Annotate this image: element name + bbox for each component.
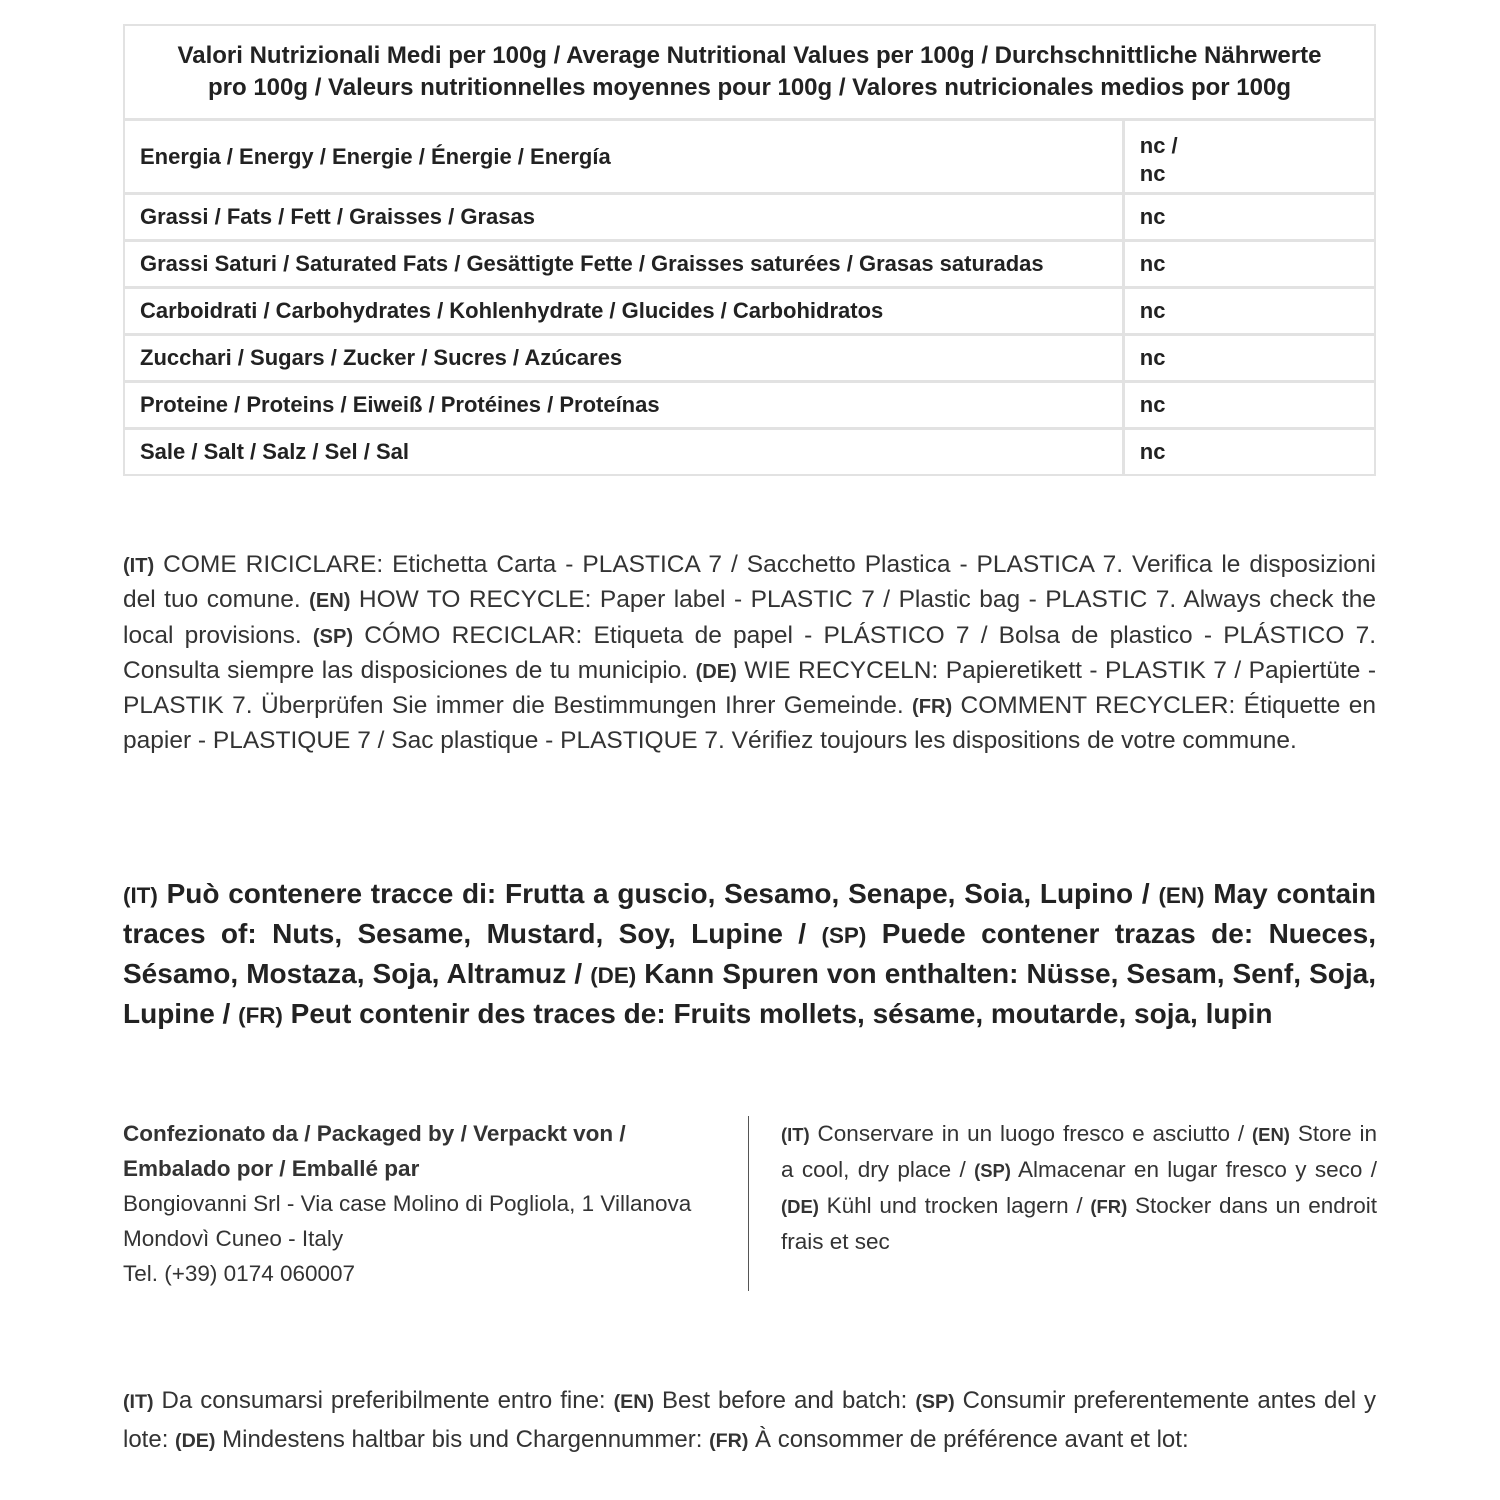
storage-instructions: [781, 1116, 1377, 1259]
best-before-notice: [123, 1382, 1376, 1460]
storage-text-de: Kühl und trocken lagern /: [818, 1193, 1091, 1218]
packaging-heading-line2: Embalado por / Emballé par: [123, 1156, 420, 1181]
lang-tag-sp: (SP): [974, 1160, 1011, 1181]
recycling-instructions: [123, 548, 1376, 759]
lang-tag-it: (IT): [123, 555, 155, 577]
best-before-text-sp: Consumir preferentemente antes del y lote:: [123, 1387, 1376, 1453]
nutrition-title-line2: pro 100g / Valeurs nutritionnelles moyennes pour 100g / Valores nutricionales medios por 100g: [208, 74, 1291, 101]
nutrition-row-carbohydrates: [125, 289, 1374, 336]
nutrition-title-line1: Valori Nutrizionali Medi per 100g / Average Nutritional Values per 100g / Durchschnittliche Nährwerte: [177, 42, 1322, 69]
nutrient-label: Grassi Saturi / Saturated Fats / Gesättigte Fette / Graisses saturées / Grasas saturadas: [125, 242, 1125, 289]
nutrition-row-fats: [125, 195, 1374, 242]
allergen-text-sp: Puede contener trazas de: Nueces, Sésamo, Mostaza, Soja, Altramuz /: [123, 918, 1376, 989]
packaging-heading-line1: Confezionato da / Packaged by / Verpackt von /: [123, 1121, 626, 1146]
recycling-text-de: WIE RECYCELN: Papieretikett - PLASTIK 7 / Papiertüte - PLASTIK 7. Überprüfen Sie immer die Bestimmungen Ihrer Gemeinde.: [123, 656, 1376, 720]
lang-tag-sp: (SP): [821, 923, 867, 948]
lang-tag-de: (DE): [590, 963, 637, 988]
lang-tag-fr: (FR): [1090, 1196, 1128, 1217]
nutrient-value: nc: [1125, 242, 1374, 289]
energy-value-line1: nc /: [1139, 133, 1178, 158]
lang-tag-fr: (FR): [238, 1003, 283, 1028]
allergen-text-en: May contain traces of: Nuts, Sesame, Mustard, Soy, Lupine /: [123, 878, 1376, 949]
nutrition-row-energy: [125, 121, 1374, 195]
allergen-warning: [123, 875, 1376, 1035]
lang-tag-en: (EN): [1252, 1124, 1290, 1145]
best-before-text-de: Mindestens haltbar bis und Chargennummer:: [215, 1426, 710, 1453]
nutrition-row-saturated-fats: [125, 242, 1374, 289]
lang-tag-en: (EN): [1158, 883, 1205, 908]
best-before-text-fr: À consommer de préférence avant et lot:: [748, 1426, 1189, 1453]
nutrition-section: [123, 24, 1376, 476]
packaging-storage-block: [123, 1116, 1376, 1291]
best-before-text-it: Da consumarsi preferibilmente entro fine:: [153, 1387, 614, 1414]
nutrient-value: nc: [1125, 383, 1374, 430]
storage-text-fr: Stocker dans un endroit frais et sec: [781, 1193, 1377, 1254]
allergen-text-fr: Peut contenir des traces de: Fruits mollets, sésame, moutarde, soja, lupin: [282, 998, 1273, 1029]
lang-tag-sp: (SP): [915, 1391, 955, 1413]
packaging-info: [123, 1116, 723, 1291]
lang-tag-fr: (FR): [709, 1430, 749, 1452]
lang-tag-de: (DE): [175, 1430, 216, 1452]
nutrient-value: nc: [1125, 336, 1374, 383]
lang-tag-it: (IT): [123, 1391, 154, 1413]
nutrient-label: Energia / Energy / Energie / Énergie / Energía: [125, 121, 1125, 195]
packager-phone: Tel. (+39) 0174 060007: [123, 1261, 356, 1286]
recycling-text-sp: CÓMO RECICLAR: Etiqueta de papel - PLÁSTICO 7 / Bolsa de plastico - PLÁSTICO 7. Consulta siempre las disposiciones de tu municipio.: [123, 621, 1376, 684]
recycling-text-it: COME RICICLARE: Etichetta Carta - PLASTICA 7 / Sacchetto Plastica - PLASTICA 7. Verifica le disposizioni del tuo comune.: [123, 551, 1376, 614]
nutrient-value: [1125, 121, 1374, 195]
nutrient-label: Zucchari / Sugars / Zucker / Sucres / Azúcares: [125, 336, 1125, 383]
nutrient-label: Sale / Salt / Salz / Sel / Sal: [125, 430, 1125, 474]
packager-address-line1: Bongiovanni Srl - Via case Molino di Pogliola, 1 Villanova: [123, 1191, 692, 1216]
nutrition-row-proteins: [125, 383, 1374, 430]
nutrient-label: Grassi / Fats / Fett / Graisses / Grasas: [125, 195, 1125, 242]
lang-tag-de: (DE): [695, 660, 737, 683]
nutrition-table-title: [125, 26, 1374, 121]
column-divider: [748, 1116, 749, 1291]
lang-tag-en: (EN): [309, 590, 351, 613]
lang-tag-it: (IT): [781, 1124, 810, 1145]
lang-tag-fr: (FR): [912, 696, 953, 719]
nutrition-row-sugars: [125, 336, 1374, 383]
nutrient-value: nc: [1125, 289, 1374, 336]
nutrient-value: nc: [1125, 195, 1374, 242]
energy-value-line2: nc: [1139, 161, 1166, 186]
allergen-text-de: Kann Spuren von enthalten: Nüsse, Sesam, Senf, Soja, Lupine /: [123, 958, 1376, 1029]
nutrient-value: nc: [1139, 439, 1166, 464]
lang-tag-en: (EN): [613, 1391, 654, 1413]
storage-text-en: Store in a cool, dry place /: [781, 1121, 1377, 1182]
packager-address-line2: Mondovì Cuneo - Italy: [123, 1226, 344, 1251]
storage-text-sp: Almacenar en lugar fresco y seco /: [1010, 1157, 1378, 1182]
lang-tag-sp: (SP): [312, 625, 354, 648]
nutrient-label: Proteine / Proteins / Eiweiß / Protéines / Proteínas: [125, 383, 1125, 430]
recycling-text-fr: COMMENT RECYCLER: Étiquette en papier - PLASTIQUE 7 / Sac plastique - PLASTIQUE 7. Vérifiez toujours les dispositions de votre commune.: [123, 692, 1377, 755]
lang-tag-it: (IT): [123, 883, 158, 908]
nutrient-label: Carboidrati / Carbohydrates / Kohlenhydrate / Glucides / Carbohidratos: [125, 289, 1125, 336]
nutrition-header-row: [125, 26, 1374, 121]
storage-text-it: Conservare in un luogo fresco e asciutto /: [809, 1121, 1253, 1146]
nutrition-row-salt: [125, 430, 1374, 474]
recycling-text-en: HOW TO RECYCLE: Paper label - PLASTIC 7 / Plastic bag - PLASTIC 7. Always check the local provisions.: [123, 586, 1376, 649]
nutrition-table: [123, 24, 1376, 476]
allergen-text-it: Può contenere tracce di: Frutta a guscio, Sesamo, Senape, Soia, Lupino /: [157, 878, 1159, 909]
lang-tag-de: (DE): [781, 1196, 819, 1217]
best-before-text-en: Best before and batch:: [654, 1387, 916, 1414]
